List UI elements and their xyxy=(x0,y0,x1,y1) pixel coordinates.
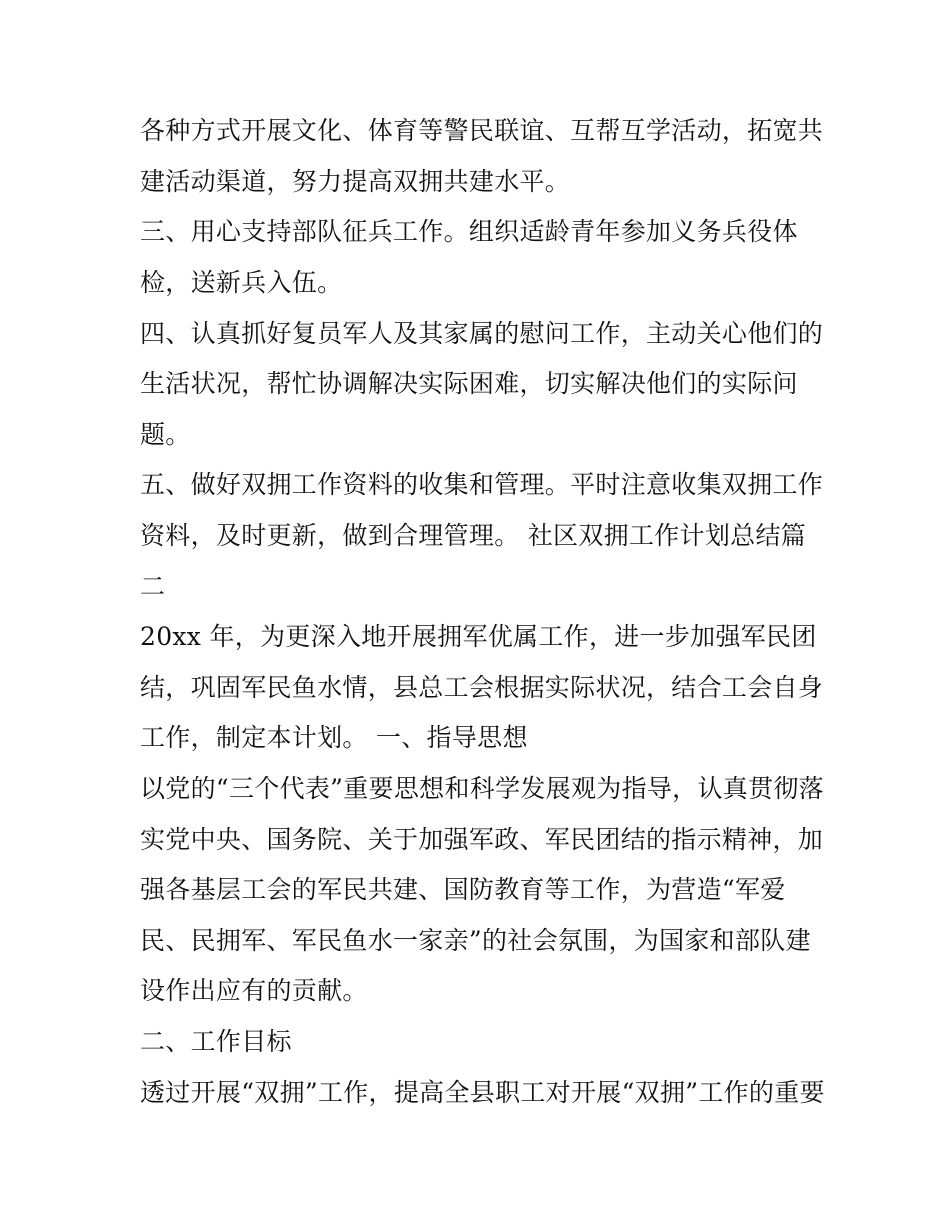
text-line: 生活状况，帮忙协调解决实际困难，切实解决他们的实际问 xyxy=(140,369,798,398)
text-line: 资料，及时更新，做到合理管理。 社区双拥工作计划总结篇 xyxy=(140,521,807,550)
text-line: 民、民拥军、军民鱼水一家亲”的社会氛围，为国家和部队建 xyxy=(140,926,811,955)
text-line: 以党的“三个代表”重要思想和科学发展观为指导，认真贯彻落 xyxy=(140,774,824,803)
text-line: 二 xyxy=(140,572,166,601)
text-line: 三、用心支持部队征兵工作。组织适龄青年参加义务兵役体 xyxy=(140,217,798,246)
text-line: 强各基层工会的军民共建、国防教育等工作，为营造“军爱 xyxy=(140,875,786,904)
text-line: 二、工作目标 xyxy=(140,1027,292,1056)
text-line: 实党中央、国务院、关于加强军政、军民团结的指示精神，加 xyxy=(140,825,824,854)
text-line: 透过开展“双拥”工作，提高全县职工对开展“双拥”工作的重要 xyxy=(140,1078,825,1107)
text-line: 各种方式开展文化、体育等警民联谊、互帮互学活动，拓宽共 xyxy=(140,116,824,145)
text-line: 检，送新兵入伍。 xyxy=(140,268,343,297)
text-line: 四、认真抓好复员军人及其家属的慰问工作，主动关心他们的 xyxy=(140,319,824,348)
text-line: 五、做好双拥工作资料的收集和管理。平时注意收集双拥工作 xyxy=(140,470,824,499)
text-line: 工作，制定本计划。 一、指导思想 xyxy=(140,723,528,752)
text-line: 题。 xyxy=(140,420,191,449)
text-line: 结，巩固军民鱼水情，县总工会根据实际状况，结合工会自身 xyxy=(140,673,824,702)
text-line: 建活动渠道，努力提高双拥共建水平。 xyxy=(140,167,571,196)
text-line: 20xx 年，为更深入地开展拥军优属工作，进一步加强军民团 xyxy=(140,622,817,651)
text-line: 设作出应有的贡献。 xyxy=(140,976,368,1005)
